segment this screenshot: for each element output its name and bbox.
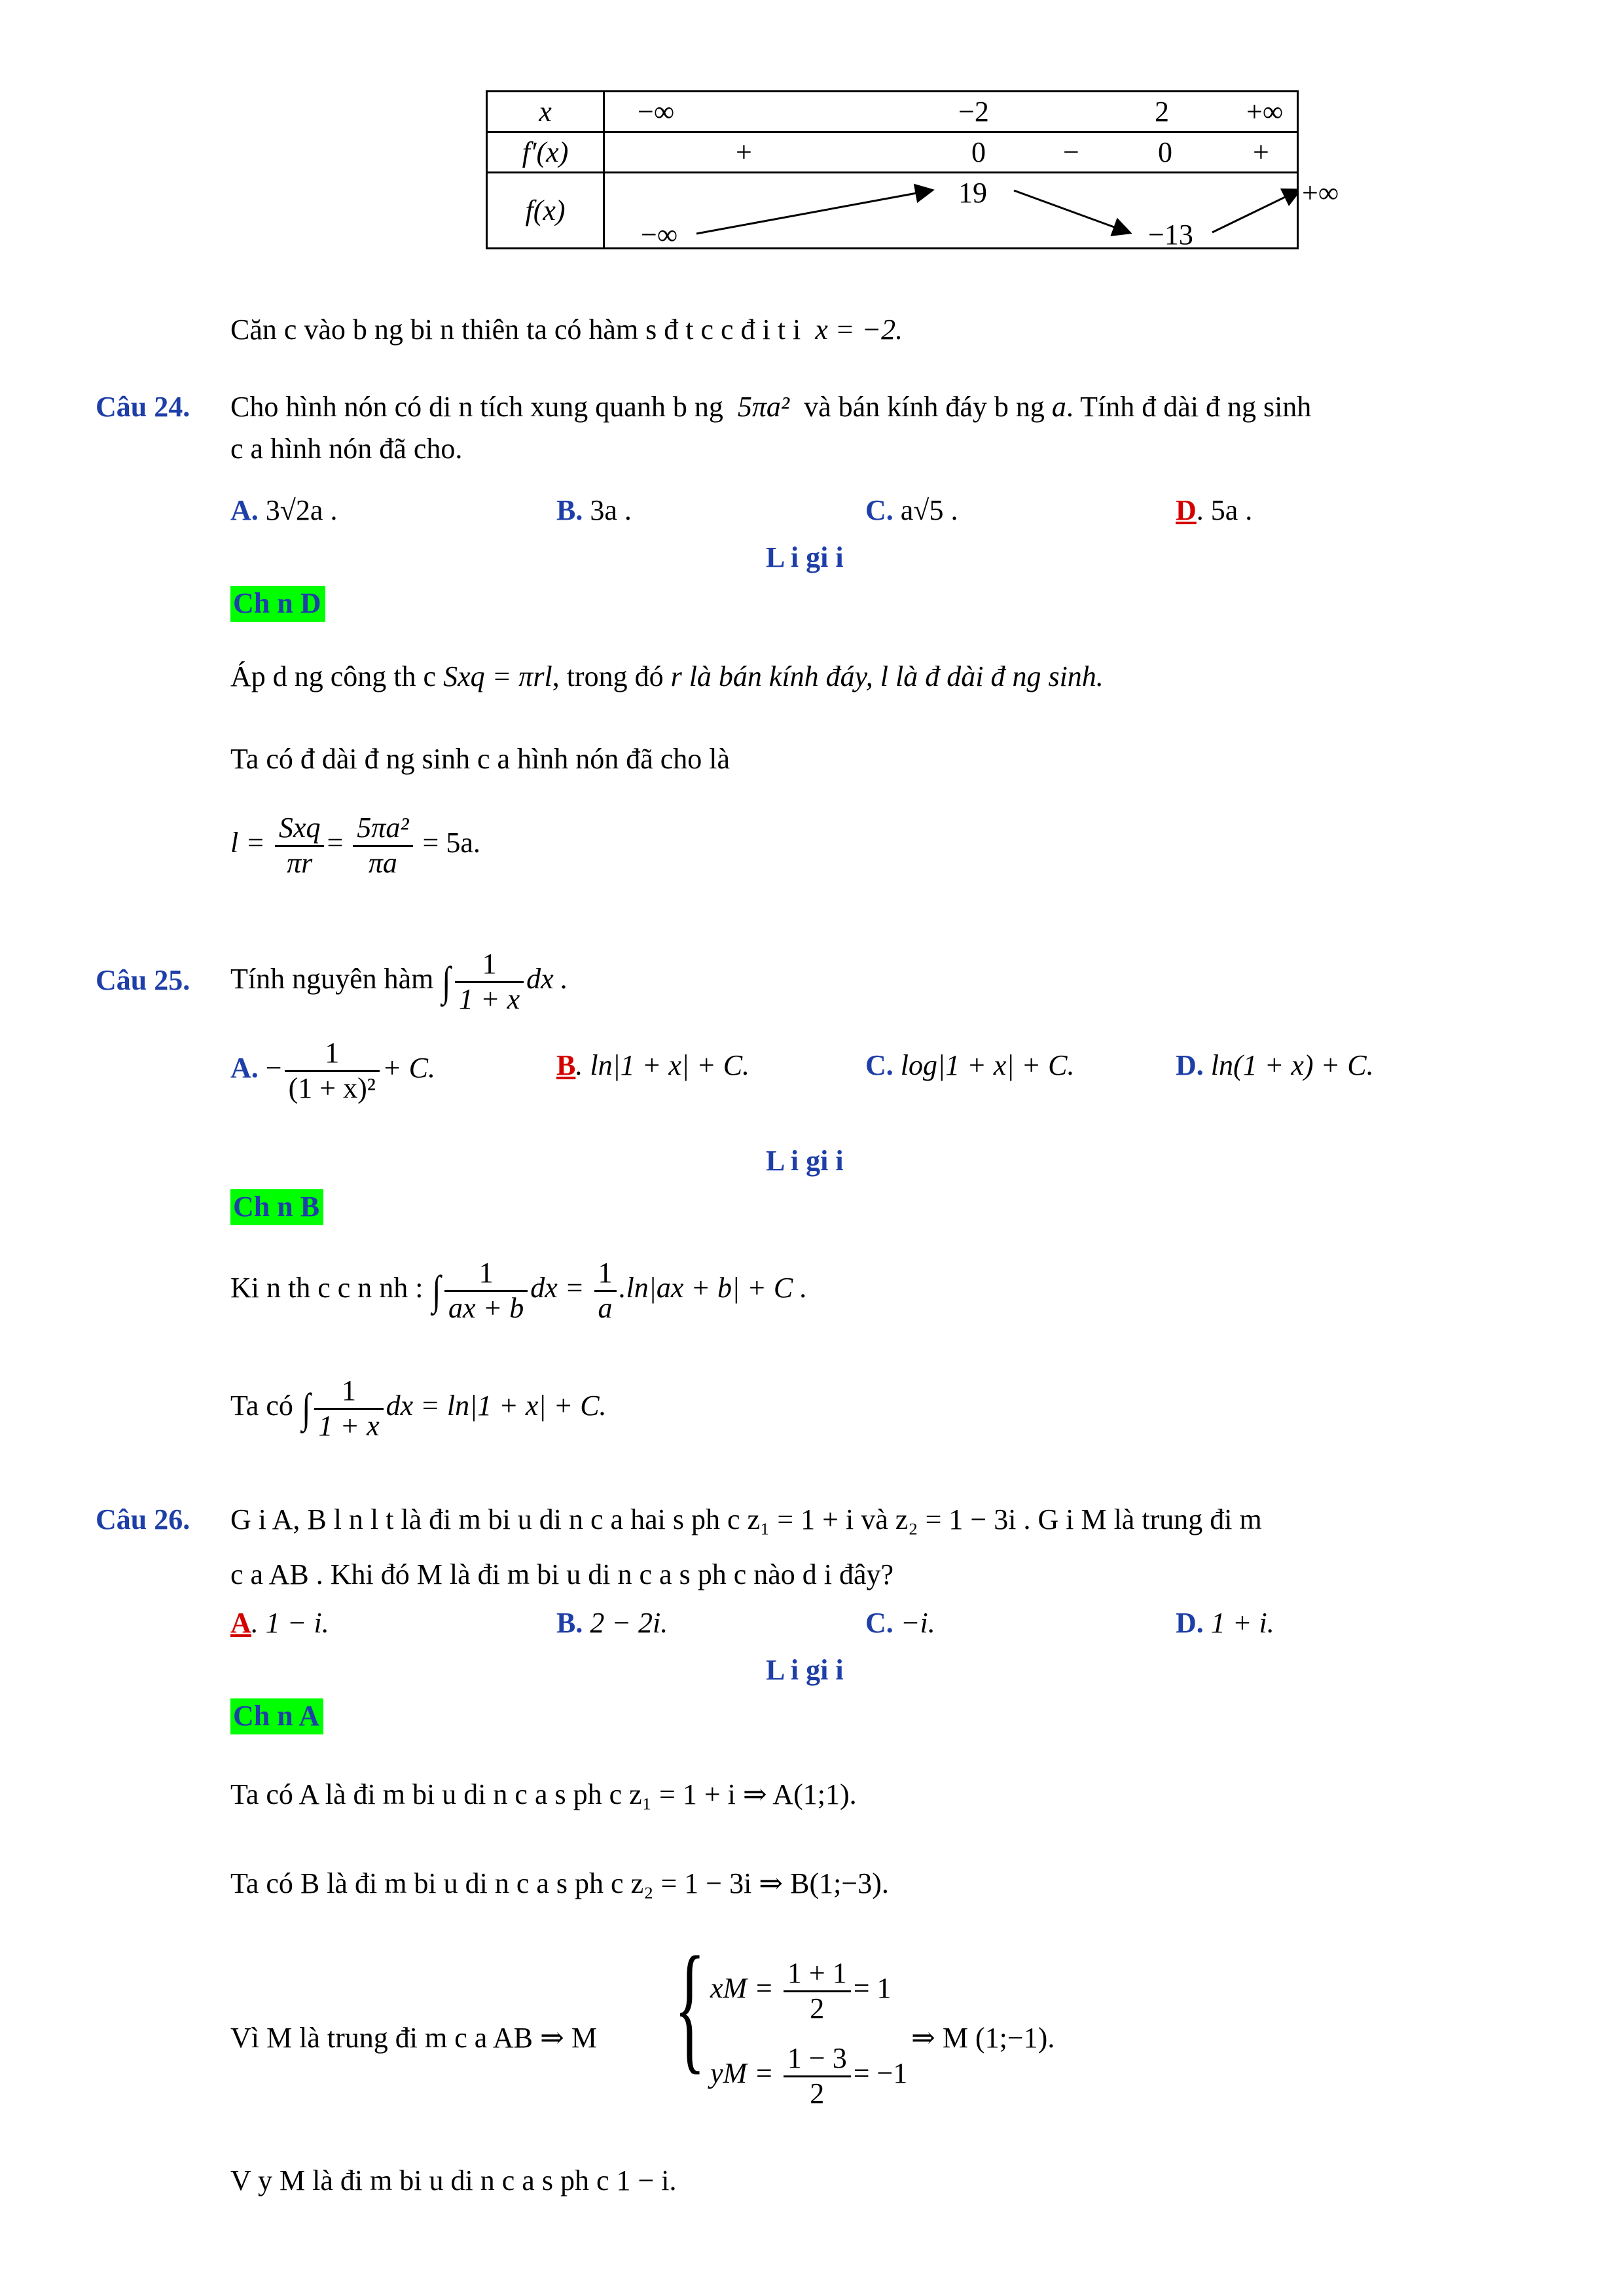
fp-sign-2: − xyxy=(1063,136,1079,168)
q25-choice: Ch n B xyxy=(230,1193,323,1221)
q25-solution: Ta có ∫ $\frac{1}{1 + x}$ dx = ln|1 + x| + C. xyxy=(230,1374,607,1442)
q26-option-a[interactable]: A. 1 − i. xyxy=(230,1607,329,1639)
q25-option-c[interactable]: C. log|1 + x| + C. xyxy=(865,1049,1075,1081)
q24-sol-line1: Áp d ng công th c Sxq = πrl, trong đó r là bán kính đáy, l là đ dài đ ng sinh. xyxy=(230,660,1104,692)
q26-sol-line1: Ta có A là đi m bi u di n c a s ph c z₁ = 1 + i ⇒ A(1;1). xyxy=(230,1778,857,1810)
q25-option-a[interactable]: A. − $\frac{1}{\text{(1 + x)²}}$ + C. xyxy=(230,1037,435,1104)
q24-text: Cho hình nón có di n tích xung quanh b ng 5πa² và bán kính đáy b ng a. Tính đ dài đ ng sinh xyxy=(230,391,1312,423)
arrow-up-1 xyxy=(696,190,931,234)
q25-solution-heading: L i gi i xyxy=(766,1145,844,1177)
xm-equation: xM = $\frac{1 + 1}{2}$ = 1 xyxy=(710,1957,892,2024)
fp-sign-3: + xyxy=(1253,136,1269,168)
system-brace: { xyxy=(674,1927,706,2087)
q25-text: Tính nguyên hàm ∫ $\frac{1}{1 + x}$ dx . xyxy=(230,948,568,1015)
intro-line: Căn c vào b ng bi n thiên ta có hàm s đ t c c đ i t i x = −2. xyxy=(230,314,903,346)
x-label-cell: x xyxy=(487,92,604,132)
q26-midpoint-result: ⇒ M (1;−1). xyxy=(911,2022,1055,2054)
f-max-19: 19 xyxy=(958,177,987,209)
variation-table xyxy=(486,90,1339,251)
q26-choice: Ch n A xyxy=(230,1702,323,1731)
q25-option-b[interactable]: B. ln|1 + x| + C. xyxy=(556,1049,750,1081)
q24-label: Câu 24. xyxy=(96,391,190,423)
q26-conclusion: V y M là đi m bi u di n c a s ph c 1 − i. xyxy=(230,2164,677,2197)
f-pos-inf: +∞ xyxy=(1302,177,1339,209)
q26-option-b[interactable]: B. 2 − 2i. xyxy=(556,1607,668,1639)
arrow-down xyxy=(1014,190,1128,232)
x-2: 2 xyxy=(1155,96,1169,128)
x-pos-inf: +∞ xyxy=(1246,96,1284,128)
fp-sign-1: + xyxy=(736,136,752,168)
q26-label: Câu 26. xyxy=(96,1503,190,1535)
fp-zero-2: 0 xyxy=(1158,136,1172,168)
q24-choice: Ch n D xyxy=(230,589,325,618)
q26-text-line2: c a AB . Khi đó M là đi m bi u di n c a s ph c nào d i đây? xyxy=(230,1558,894,1590)
q24-option-a[interactable]: A. 3√2a . xyxy=(230,494,338,526)
q24-text-line2: c a hình nón đã cho. xyxy=(230,433,463,465)
fp-label-cell: f′(x) xyxy=(487,132,604,173)
f-neg-inf: −∞ xyxy=(641,219,678,251)
q24-option-b[interactable]: B. 3a . xyxy=(556,494,632,526)
q26-text-line1: G i A, B l n l t là đi m bi u di n c a hai s ph c z₁ = 1 + i và z₂ = 1 − 3i . G i M là trung đi m xyxy=(230,1503,1262,1535)
x-neg-2: −2 xyxy=(958,96,989,128)
f-label-cell: f(x) xyxy=(487,173,604,249)
q26-option-c[interactable]: C. −i. xyxy=(865,1607,935,1639)
ym-equation: yM = $\frac{1 - 3}{2}$ = −1 xyxy=(710,2042,908,2109)
q25-knowledge: Ki n th c c n nh : ∫ $\frac{1}{ax + b}$ dx = $\frac{1}{a}$ .ln|ax + b| + C . xyxy=(230,1257,808,1324)
q24-sol-line2: Ta có đ dài đ ng sinh c a hình nón đã cho là xyxy=(230,743,731,775)
f-min-neg13: −13 xyxy=(1148,219,1193,251)
q25-option-d[interactable]: D. ln(1 + x) + C. xyxy=(1176,1049,1374,1081)
q24-sol-formula: l = $\frac{\text{Sxq}}{\pi r}$ = $\frac{\text{5πa²}}{\pi a}$ = 5a. xyxy=(230,812,480,879)
q26-sol-midpoint-text: Vì M là trung đi m c a AB ⇒ M xyxy=(230,2022,597,2054)
q26-option-d[interactable]: D. 1 + i. xyxy=(1176,1607,1274,1639)
x-values-cell xyxy=(604,92,1298,132)
fp-signs-cell xyxy=(604,132,1298,173)
q26-sol-line2: Ta có B là đi m bi u di n c a s ph c z₂ = 1 − 3i ⇒ B(1;−3). xyxy=(230,1867,889,1899)
q26-solution-heading: L i gi i xyxy=(766,1654,844,1686)
variation-arrows xyxy=(605,173,1299,249)
q25-label: Câu 25. xyxy=(96,964,190,996)
q24-solution-heading: L i gi i xyxy=(766,541,844,573)
arrow-up-2 xyxy=(1212,190,1299,232)
x-neg-inf: −∞ xyxy=(638,96,675,128)
q24-option-d[interactable]: D. 5a . xyxy=(1176,494,1253,526)
q24-option-c[interactable]: C. a√5 . xyxy=(865,494,958,526)
fp-zero-1: 0 xyxy=(971,136,986,168)
f-values-cell xyxy=(604,173,1339,251)
